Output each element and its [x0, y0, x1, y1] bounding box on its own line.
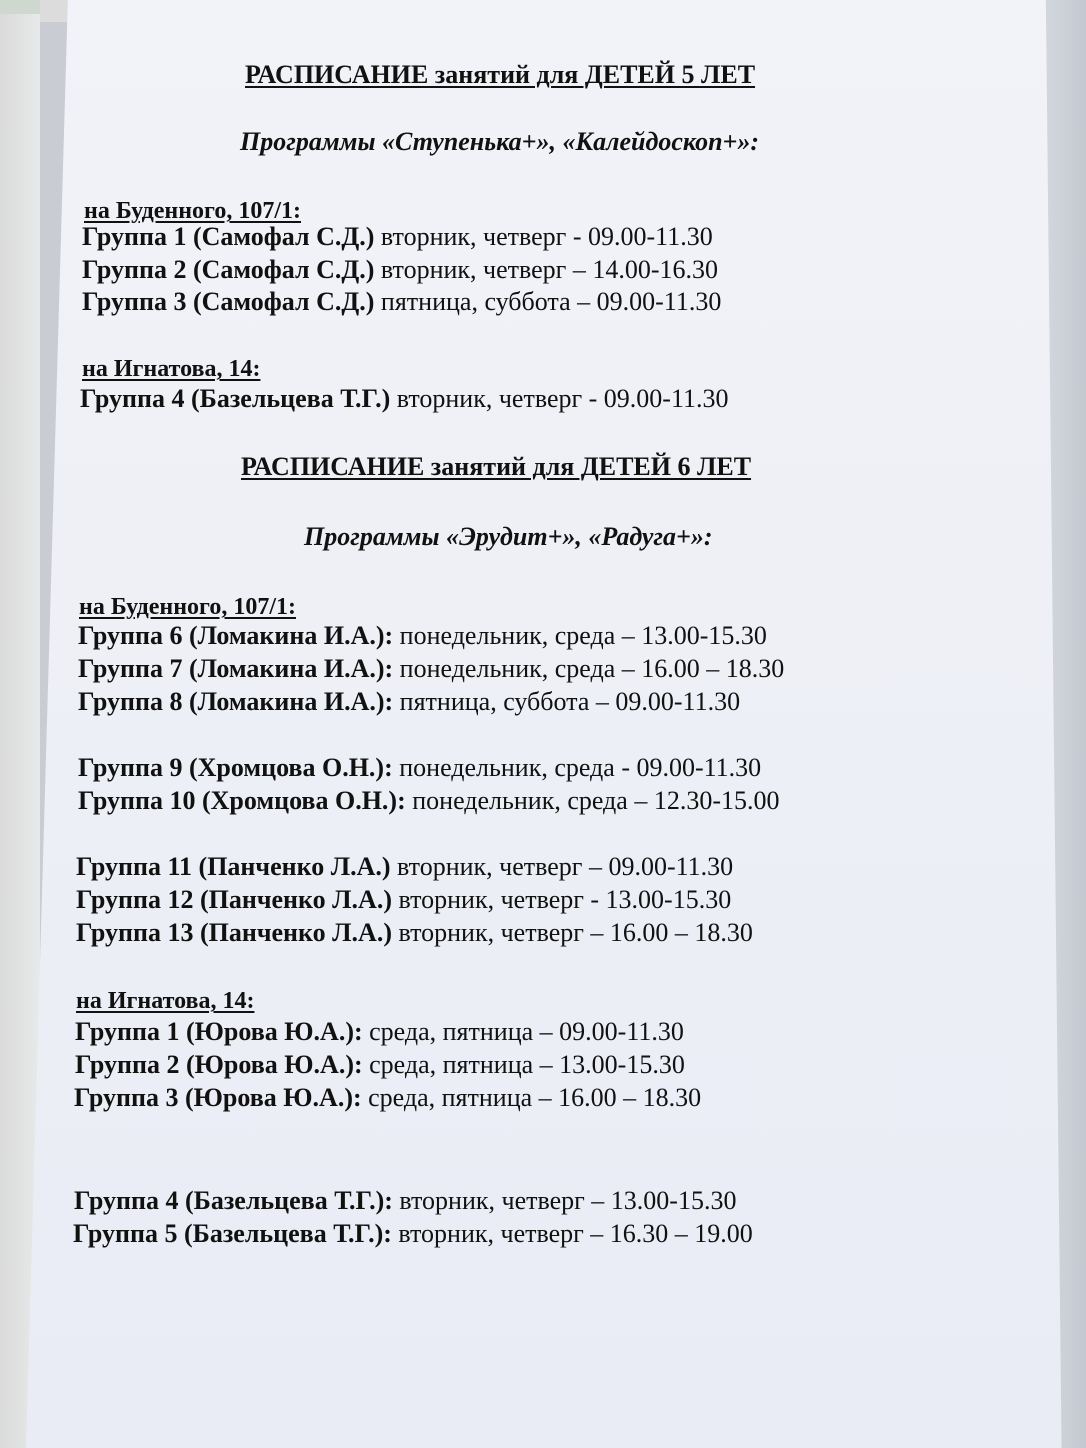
group-schedule: вторник, четверг – 13.00-15.30: [392, 1186, 737, 1215]
group-schedule: вторник, четверг – 16.00 – 18.30: [391, 918, 753, 947]
schedule-row: [78, 753, 761, 783]
group-schedule: среда, пятница – 16.00 – 18.30: [361, 1083, 702, 1112]
schedule-row: [74, 1186, 736, 1216]
group-schedule: понедельник, среда – 12.30-15.00: [405, 786, 780, 815]
schedule-row: [82, 255, 718, 285]
schedule-row: [75, 1050, 685, 1080]
section-subtitle-6-years: Программы «Эрудит+», «Радуга+»:: [304, 522, 713, 551]
group-name: Группа 11 (Панченко Л.А.): [76, 852, 391, 881]
section-title-5-years: РАСПИСАНИЕ занятий для ДЕТЕЙ 5 ЛЕТ: [245, 60, 756, 89]
group-name: Группа 2 (Самофал С.Д.): [82, 255, 375, 284]
section-title-6-years: РАСПИСАНИЕ занятий для ДЕТЕЙ 6 ЛЕТ: [241, 452, 752, 481]
address-ignatova-6: на Игнатова, 14:: [76, 988, 255, 1014]
group-schedule: вторник, четверг - 13.00-15.30: [391, 885, 732, 914]
group-schedule: вторник, четверг - 09.00-11.30: [390, 384, 729, 413]
group-name: Группа 12 (Панченко Л.А.): [76, 885, 392, 914]
group-name: Группа 8 (Ломакина И.А.):: [78, 687, 394, 716]
schedule-row: [78, 786, 779, 816]
group-name: Группа 6 (Ломакина И.А.):: [78, 621, 394, 650]
schedule-row: [75, 1017, 684, 1047]
background-stain: [0, 0, 40, 14]
group-schedule: понедельник, среда – 16.00 – 18.30: [393, 654, 785, 683]
group-schedule: вторник, четверг – 16.30 – 19.00: [391, 1219, 753, 1248]
group-name: Группа 9 (Хромцова О.Н.):: [78, 753, 393, 782]
schedule-row: [82, 222, 713, 252]
group-name: Группа 10 (Хромцова О.Н.):: [78, 786, 406, 815]
group-name: Группа 7 (Ломакина И.А.):: [78, 654, 394, 683]
group-schedule: понедельник, среда - 09.00-11.30: [392, 753, 762, 782]
group-name: Группа 3 (Юрова Ю.А.):: [74, 1083, 362, 1112]
group-name: Группа 13 (Панченко Л.А.): [76, 918, 392, 947]
address-budennogo-5: на Буденного, 107/1:: [84, 198, 301, 224]
group-name: Группа 2 (Юрова Ю.А.):: [75, 1050, 363, 1079]
group-name: Группа 3 (Самофал С.Д.): [82, 287, 375, 316]
schedule-row: [78, 621, 767, 651]
section-subtitle-5-years: Программы «Ступенька+», «Калейдоскоп+»:: [240, 127, 760, 156]
group-schedule: среда, пятница – 13.00-15.30: [362, 1050, 685, 1079]
group-schedule: вторник, четверг – 14.00-16.30: [374, 255, 718, 284]
group-name: Группа 1 (Юрова Ю.А.):: [75, 1017, 363, 1046]
schedule-row: [76, 918, 753, 948]
address-budennogo-6: на Буденного, 107/1:: [79, 594, 296, 620]
group-schedule: понедельник, среда – 13.00-15.30: [393, 621, 767, 650]
schedule-row: [76, 885, 731, 915]
schedule-row: [78, 687, 740, 717]
group-schedule: пятница, суббота – 09.00-11.30: [374, 287, 722, 316]
address-ignatova-5: на Игнатова, 14:: [82, 356, 261, 382]
schedule-row: [78, 654, 784, 684]
group-schedule: вторник, четверг - 09.00-11.30: [374, 222, 713, 251]
group-schedule: среда, пятница – 09.00-11.30: [362, 1017, 684, 1046]
schedule-row: [82, 287, 721, 317]
schedule-row: [73, 1219, 753, 1249]
schedule-row: [76, 852, 733, 882]
group-name: Группа 1 (Самофал С.Д.): [82, 222, 375, 251]
group-name: Группа 4 (Базельцева Т.Г.): [80, 384, 391, 413]
group-name: Группа 4 (Базельцева Т.Г.):: [74, 1186, 393, 1215]
group-schedule: пятница, суббота – 09.00-11.30: [393, 687, 741, 716]
schedule-row: [74, 1083, 701, 1113]
group-name: Группа 5 (Базельцева Т.Г.):: [73, 1219, 392, 1248]
schedule-row: [80, 384, 729, 414]
group-schedule: вторник, четверг – 09.00-11.30: [390, 852, 734, 881]
